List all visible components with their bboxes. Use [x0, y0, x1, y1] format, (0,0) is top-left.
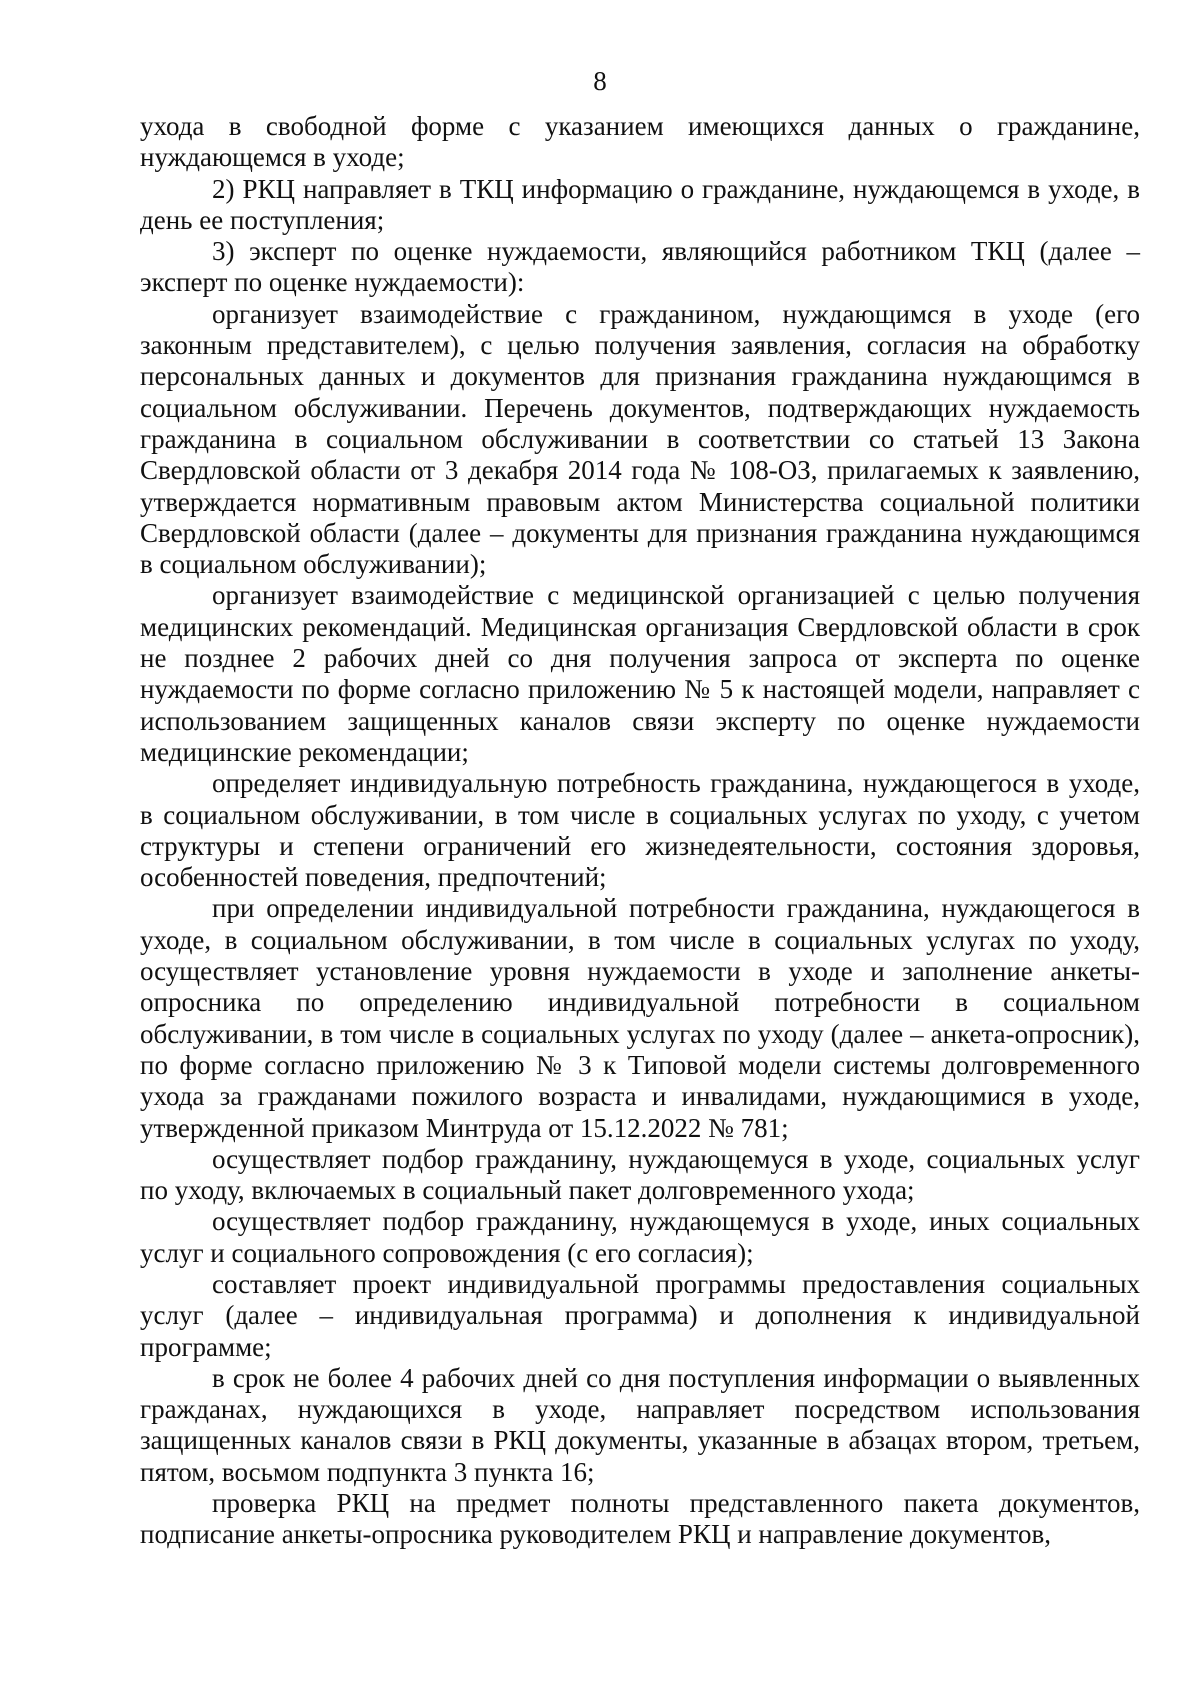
paragraph-care-services: осуществляет подбор гражданину, нуждающемуся в уходе, социальных услуг по уходу, включаемых в социальный пакет долговременного ухода; — [140, 1143, 1140, 1206]
document-body — [140, 111, 1140, 1551]
paragraph-item-3: 3) эксперт по оценке нуждаемости, являющийся работником ТКЦ (далее – эксперт по оценке нуждаемости): — [140, 236, 1140, 298]
paragraph-rkc-check: проверка РКЦ на предмет полноты представленного пакета документов, подписание анкеты-опросника руководителем РКЦ и направление документов, — [140, 1488, 1140, 1550]
paragraph-interaction-citizen: организует взаимодействие с гражданином, нуждающимся в уходе (его законным представителем), с целью получения заявления, согласия на обработку персональных данных и документов для признания гражданина нуждающимся в социальном обслуживании. Перечень документов, подтверждающих нуждаемость гражданина в социальном обслуживании в соответствии со статьей 13 Закона Свердловской области от 3 декабря 2014 года № 108-ОЗ, прилагаемых к заявлению, утверждается нормативным правовым актом Министерства социальной политики Свердловской области (далее – документы для признания гражданина нуждающимся в социальном обслуживании); — [140, 298, 1140, 580]
paragraph-continuation: ухода в свободной форме с указанием имеющихся данных о гражданине, нуждающемся в уходе; — [140, 111, 1140, 173]
paragraph-other-services: осуществляет подбор гражданину, нуждающемуся в уходе, иных социальных услуг и социального сопровождения (с его согласия); — [140, 1206, 1140, 1268]
paragraph-program-draft: составляет проект индивидуальной программы предоставления социальных услуг (далее – индивидуальная программа) и дополнения к индивидуальной программе; — [140, 1268, 1140, 1362]
paragraph-questionnaire: при определении индивидуальной потребности гражданина, нуждающегося в уходе, в социальном обслуживании, в том числе в социальных услугах по уходу, осуществляет установление уровня нуждаемости в уходе и заполнение анкеты-опросника по определению индивидуальной потребности в социальном обслуживании, в том числе в социальных услугах по уходу (далее – анкета-опросник), по форме согласно приложению № 3 к Типовой модели системы долговременного ухода за гражданами пожилого возраста и инвалидами, нуждающимися в уходе, утвержденной приказом Минтруда от 15.12.2022 № 781; — [140, 893, 1140, 1143]
paragraph-interaction-medical: организует взаимодействие с медицинской организацией с целью получения медицинских рекомендаций. Медицинская организация Свердловской области в срок не позднее 2 рабочих дней со дня получения запроса от эксперта по оценке нуждаемости по форме согласно приложению № 5 к настоящей модели, направляет с использованием защищенных каналов связи эксперту по оценке нуждаемости медицинские рекомендации; — [140, 580, 1140, 767]
paragraph-individual-need: определяет индивидуальную потребность гражданина, нуждающегося в уходе, в социальном обслуживании, в том числе в социальных услугах по уходу, с учетом структуры и степени ограничений его жизнедеятельности, состояния здоровья, особенностей поведения, предпочтений; — [140, 768, 1140, 893]
page-number: 8 — [593, 66, 607, 96]
paragraph-item-2: 2) РКЦ направляет в ТКЦ информацию о гражданине, нуждающемся в уходе, в день ее поступления; — [140, 173, 1140, 235]
paragraph-deadline: в срок не более 4 рабочих дней со дня поступления информации о выявленных гражданах, нуждающихся в уходе, направляет посредством использования защищенных каналов связи в РКЦ документы, указанные в абзацах втором, третьем, пятом, восьмом подпункта 3 пункта 16; — [140, 1362, 1140, 1487]
